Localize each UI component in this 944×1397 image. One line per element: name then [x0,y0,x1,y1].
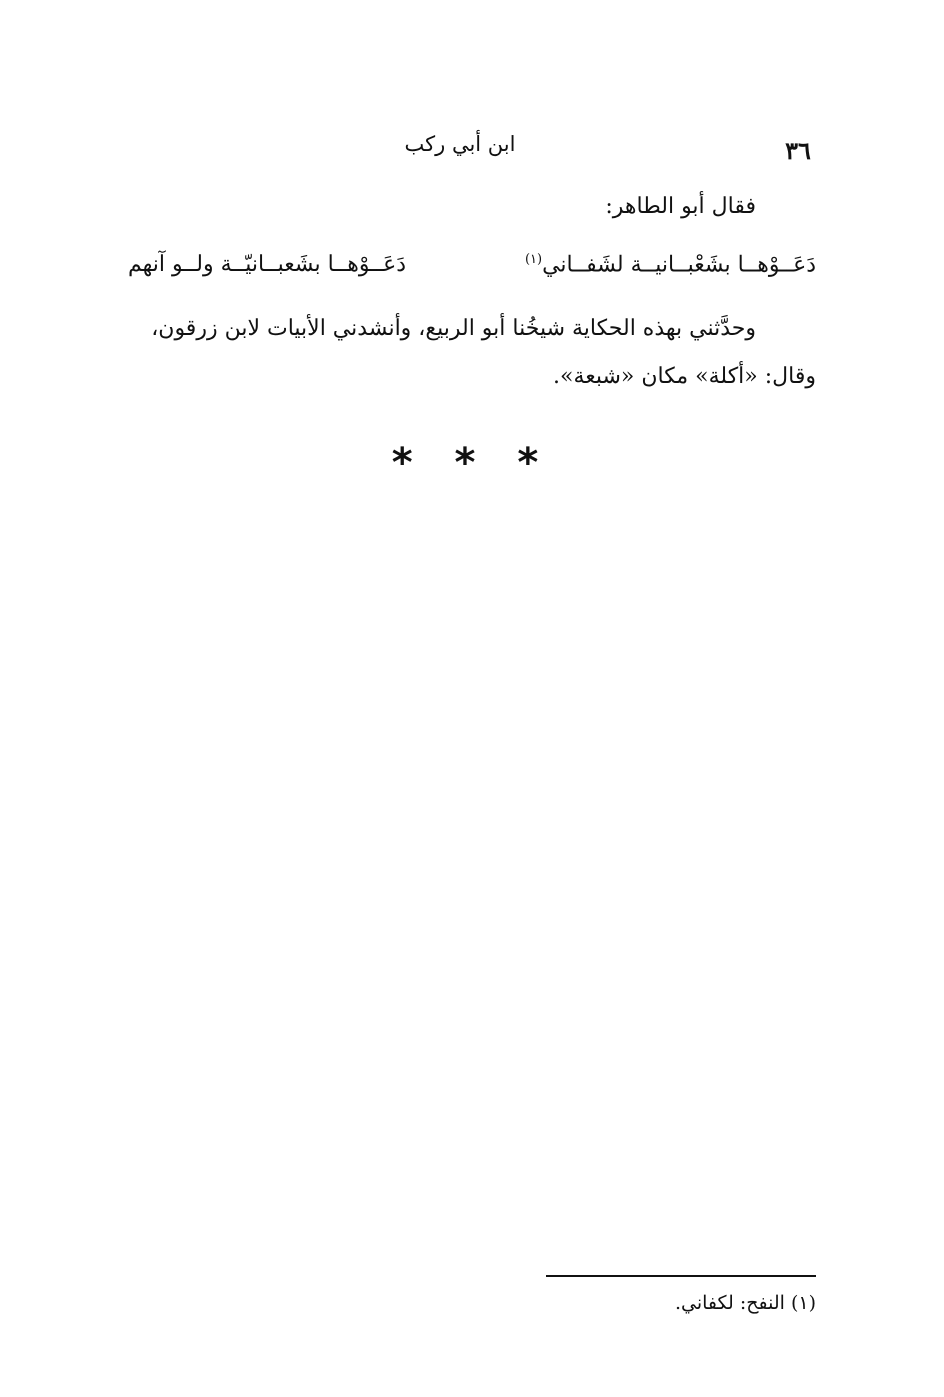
running-title: ابن أبي ركب [404,132,516,156]
page-number: ٣٦ [785,136,811,165]
section-separator: * * * [391,440,553,486]
paragraph-line-1: وحدَّثني بهذه الحكاية شيخُنا أبو الربيع، وأنشدني الأبيات لابن زرقون، [151,316,756,341]
verse-first-hemistich [525,252,816,277]
intro-line: فقال أبو الطاهر: [605,194,756,219]
footnote-1: (١) النفح: لكفاني. [674,1292,816,1314]
footnote-divider [546,1275,816,1277]
verse-second-hemistich: دَعَــوْهــا بشَعبــانيّــة ولــو آنهم [128,252,406,277]
footnote-marker: (١) [524,252,543,267]
first-hemistich-text: دَعَــوْهــا بشَعْبــانيــة لشَفــاني [542,252,816,278]
paragraph-line-2: وقال: «أكلة» مكان «شبعة». [553,364,816,389]
poem-verse [128,252,816,286]
